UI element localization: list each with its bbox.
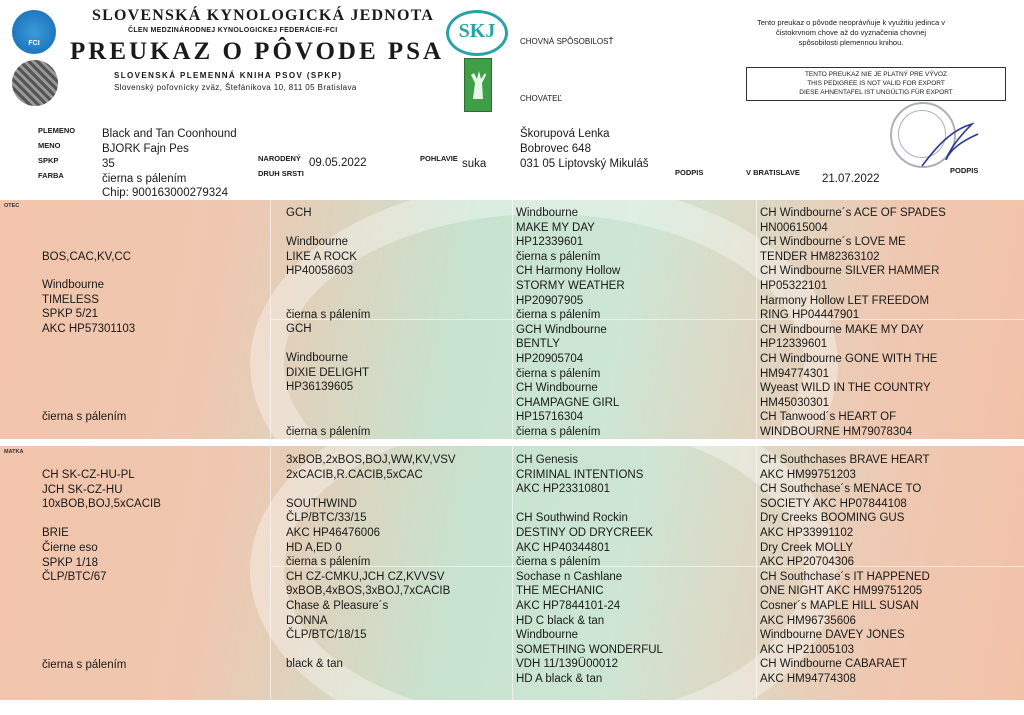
- registry-address: Slovenský poľovnícky zväz, Štefánikova 10, 811 05 Bratislava: [114, 83, 357, 92]
- dam-col2: 3xBOB,2xBOS,BOJ,WW,KV,VSV 2xCACIB,R.CACIB,5xCAC SOUTHWIND ČLP/BTC/33/15 AKC HP46476006 HD A,ED 0 čierna s pálením CH CZ-CMKU,JCH CZ,KVVSV 9xBOB,4xBOS,3xBOJ,7xCACIB Chase & Pleasure´s DONNA ČLP/BTC/18/15 black & tan: [286, 454, 456, 671]
- sire-dam-details: Windbourne DIXIE DELIGHT HP36139605: [286, 352, 370, 394]
- name-label: MENO: [38, 141, 61, 150]
- color-value: čierna s pálením: [102, 173, 187, 185]
- sire-sire-details: Windbourne LIKE A ROCK HP40058603: [286, 236, 357, 278]
- sire-details: Windbourne TIMELESS SPKP 5/21 AKC HP57301103: [42, 279, 136, 335]
- document-title: PREUKAZ O PÔVODE PSA: [70, 38, 445, 65]
- pedigree-notice: Tento preukaz o pôvode neoprávňuje k využitiu jedinca v čistokrvnom chove až do vyznačenia chovnej spôsobilosti plemennou knihou.: [756, 18, 946, 47]
- signature: [920, 120, 980, 170]
- dam-col3: CH Genesis CRIMINAL INTENTIONS AKC HP23310801 CH Southwind Rockin DESTINY OD DRYCREEK AKC HP40344801 čierna s pálením Sochase n Cashlane THE MECHANIC AKC HP7844101-24 HD C black & tan Windbourne SOMETHING WONDERFUL VDH 11/139Ü00012 HD A black & tan: [516, 454, 663, 685]
- dam-col1: CH SK-CZ-HU-PL JCH SK-CZ-HU 10xBOB,BOJ,5xCACIB BRIE Čierne eso SPKP 1/18 ČLP/BTC/67: [42, 469, 161, 584]
- fci-membership: ČLEN MEDZINÁRODNEJ KYNOLOGICKEJ FEDERÁCIE-FCI: [128, 27, 338, 34]
- chip-number: Chip: 900163000279324: [102, 187, 228, 199]
- sire-col1: BOS,CAC,KV,CC: [42, 251, 132, 263]
- registry-name: SLOVENSKÁ PLEMENNÁ KNIHA PSOV (SPKP): [114, 71, 343, 80]
- organization-name: SLOVENSKÁ KYNOLOGICKÁ JEDNOTA: [92, 7, 435, 24]
- issue-date: 21.07.2022: [822, 173, 880, 185]
- sire-dam-title: GCH: [286, 323, 312, 335]
- dam-section-label: MATKA: [4, 449, 24, 455]
- sire-col3: Windbourne MAKE MY DAY HP12339601 čierna s pálením CH Harmony Hollow STORMY WEATHER HP20907905 čierna s pálením GCH Windbourne BENTLY HP20905704 čierna s pálením CH Windbourne CHAMPAGNE GIRL HP15716304 čierna s pálením: [516, 207, 625, 438]
- sire-sire-color: čierna s pálením: [286, 309, 371, 321]
- born-label: NARODENÝ: [258, 154, 301, 163]
- signature-label-2: PODPIS: [950, 166, 979, 175]
- signature-label: PODPIS: [675, 168, 704, 177]
- place-label: V BRATISLAVE: [746, 168, 800, 177]
- export-warning-box: TENTO PREUKAZ NIE JE PLATNÝ PRE VÝVOZ THIS PEDIGREE IS NOT VALID FOR EXPORT DIESE AHNENTAFEL IST UNGÜLTIG FÜR EXPORT: [746, 67, 1006, 101]
- sire-color: čierna s pálením: [42, 411, 127, 423]
- sire-section-label: OTEC: [4, 203, 20, 209]
- sex-label: POHLAVIE: [420, 154, 458, 163]
- owner-name: Škorupová Lenka: [520, 128, 610, 140]
- dam-pedigree-panel: [0, 446, 1024, 700]
- fci-logo: FCI: [12, 10, 56, 54]
- color-label: FARBA: [38, 171, 64, 180]
- birth-date: 09.05.2022: [309, 157, 367, 169]
- owner-city: 031 05 Liptovský Mikuláš: [520, 158, 649, 170]
- sire-dam-color: čierna s pálením: [286, 426, 371, 438]
- spkp-number: 35: [102, 158, 115, 170]
- breed-label: PLEMENO: [38, 126, 76, 135]
- sire-pedigree-panel: [0, 200, 1024, 439]
- skj-logo: SKJ: [446, 10, 508, 56]
- hunting-union-deer-logo: [464, 58, 492, 112]
- breed-value: Black and Tan Coonhound: [102, 128, 237, 140]
- dam-col4: CH Southchases BRAVE HEART AKC HM99751203 CH Southchase´s MENACE TO SOCIETY AKC HP07844108 Dry Creeks BOOMING GUS AKC HP33991102 Dry Creek MOLLY AKC HP20704306 CH Southchase´s IT HAPPENED ONE NIGHT AKC HM99751205 Cosner´s MAPLE HILL SUSAN AKC HM96735606 Windbourne DAVEY JONES AKC HP21005103 CH Windbourne CABARAET AKC HM94774308: [760, 454, 930, 685]
- dog-name: BJORK Fajn Pes: [102, 143, 189, 155]
- sks-seal-logo: [12, 60, 58, 106]
- breeding-fitness-label: CHOVNÁ SPÔSOBILOSŤ: [520, 37, 614, 46]
- spkp-label: SPKP: [38, 156, 59, 165]
- breeder-label: CHOVATEĽ: [520, 94, 562, 103]
- owner-street: Bobrovec 648: [520, 143, 591, 155]
- sire-sire-title: GCH: [286, 207, 312, 219]
- dam-color: čierna s pálením: [42, 659, 127, 671]
- sex-value: suka: [462, 158, 487, 170]
- sire-col4: CH Windbourne´s ACE OF SPADES HN00615004 CH Windbourne´s LOVE ME TENDER HM82363102 CH Windbourne SILVER HAMMER HP05322101 Harmony Hollow LET FREEDOM RING HP04447901 CH Windbourne MAKE MY DAY HP12339601 CH Windbourne GONE WITH THE HM94774301 Wyeast WILD IN THE COUNTRY HM45030301 CH Tanwood´s HEART OF WINDBOURNE HM79078304: [760, 207, 946, 438]
- coat-label: DRUH SRSTI: [258, 169, 304, 178]
